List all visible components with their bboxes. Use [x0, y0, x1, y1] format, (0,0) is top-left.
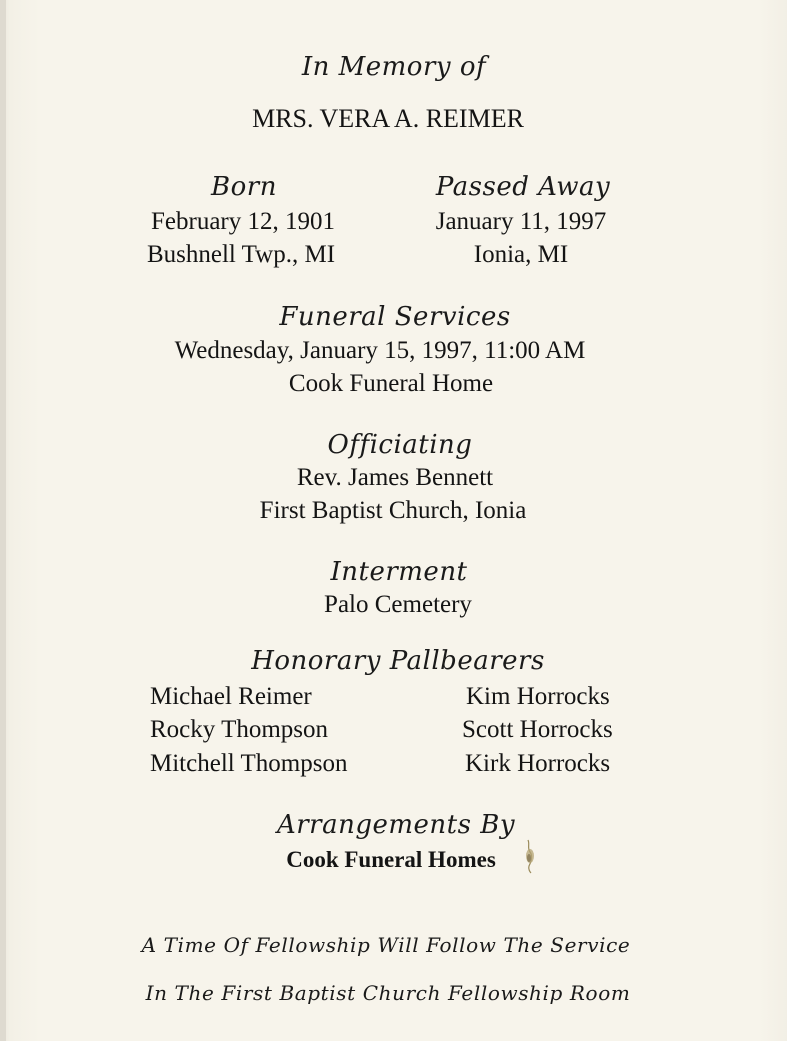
- arrangements-name: Cook Funeral Homes: [286, 847, 496, 872]
- pallbearers-heading: Honorary Pallbearers: [251, 646, 545, 676]
- officiant-church: First Baptist Church, Ionia: [259, 497, 527, 524]
- born-date: February 12, 1901: [151, 208, 335, 235]
- funeral-services-location: Cook Funeral Home: [288, 370, 494, 397]
- passed-away-place: Ionia, MI: [473, 241, 569, 268]
- interment-place: Palo Cemetery: [324, 591, 472, 618]
- pallbearer-right-3: Kirk Horrocks: [465, 750, 611, 777]
- fellowship-line-2: In The First Baptist Church Fellowship Room: [145, 981, 631, 1005]
- funeral-services-heading: Funeral Services: [279, 302, 511, 332]
- interment-heading: Interment: [330, 557, 468, 587]
- pallbearer-left-3: Mitchell Thompson: [150, 750, 348, 777]
- officiating-heading: Officiating: [327, 430, 473, 460]
- born-place: Bushnell Twp., MI: [146, 241, 336, 268]
- pallbearer-right-1: Kim Horrocks: [466, 683, 610, 710]
- born-heading: Born: [211, 172, 277, 202]
- funeral-services-datetime: Wednesday, January 15, 1997, 11:00 AM: [174, 337, 586, 364]
- officiant-name: Rev. James Bennett: [296, 464, 494, 491]
- fellowship-line-1: A Time Of Fellowship Will Follow The Service: [141, 933, 631, 957]
- arrangements-heading: Arrangements By: [276, 810, 516, 840]
- paper-edge: [0, 0, 6, 1041]
- passed-away-date: January 11, 1997: [435, 208, 607, 235]
- pallbearer-left-1: Michael Reimer: [150, 683, 312, 710]
- pallbearer-right-2: Scott Horrocks: [462, 716, 613, 743]
- paper-blemish: [518, 838, 540, 874]
- pallbearer-left-2: Rocky Thompson: [150, 716, 329, 743]
- passed-away-heading: Passed Away: [435, 172, 611, 202]
- in-memory-heading: In Memory of: [301, 52, 487, 82]
- deceased-name: MRS. VERA A. REIMER: [252, 104, 524, 133]
